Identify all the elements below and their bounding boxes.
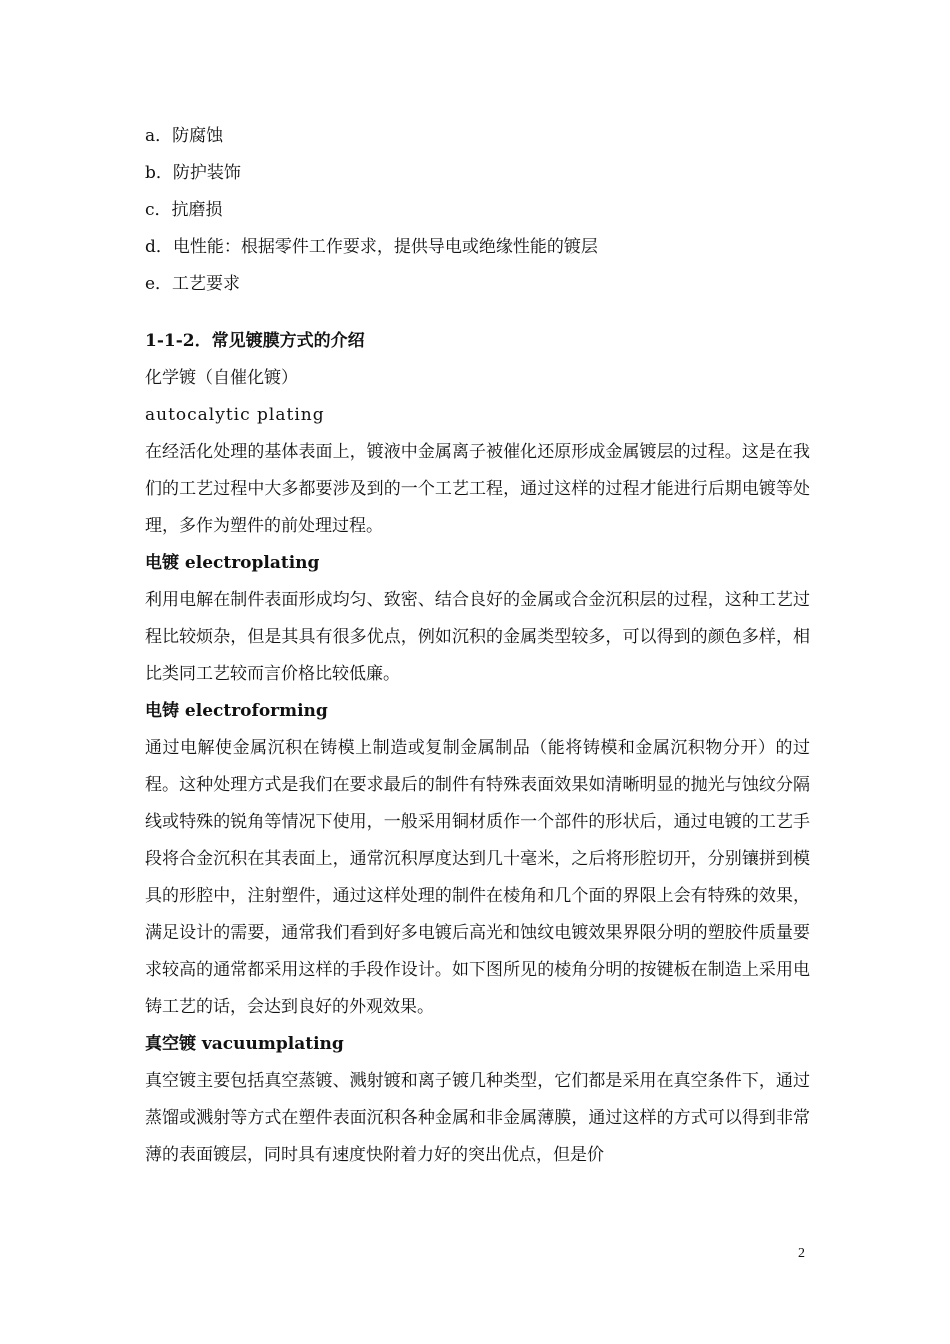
chemical-plating-heading: 化学镀（自催化镀）: [145, 368, 298, 388]
electroplating-heading: 电镀 electroplating: [145, 553, 320, 573]
electroplating-body: 利用电解在制件表面形成均匀、致密、结合良好的金属或合金沉积层的过程，这种工艺过程比较烦杂，但是其具有很多优点，例如沉积的金属类型较多，可以得到的颜色多样，相比类同工艺较而言价格比较低廉。: [145, 590, 810, 684]
electroforming-body: 通过电解使金属沉积在铸模上制造或复制金属制品（能将铸模和金属沉积物分开）的过程。这种处理方式是我们在要求最后的制件有特殊表面效果如清晰明显的抛光与蚀纹分隔线或特殊的锐角等情况下使用，一般采用铜材质作一个部件的形状后，通过电镀的工艺手段将合金沉积在其表面上，通常沉积厚度达到几十毫米，之后将形腔切开，分别镶拼到模具的形腔中，注射塑件，通过这样处理的制件在棱角和几个面的界限上会有特殊的效果，满足设计的需要，通常我们看到好多电镀后高光和蚀纹电镀效果界限分明的塑胶件质量要求较高的通常都采用这样的手段作设计。如下图所见的棱角分明的按键板在制造上采用电铸工艺的话，会达到良好的外观效果。: [145, 738, 810, 1017]
chemical-plating-body: 在经活化处理的基体表面上，镀液中金属离子被催化还原形成金属镀层的过程。这是在我们的工艺过程中大多都要涉及到的一个工艺工程，通过这样的过程才能进行后期电镀等处理，多作为塑件的前处理过程。: [145, 442, 810, 536]
document-page: [145, 118, 810, 1174]
list-item-anticorrosion: a．防腐蚀: [145, 126, 224, 146]
list-item-electrical: d．电性能：根据零件工作要求，提供导电或绝缘性能的镀层: [145, 237, 598, 257]
vacuum-plating-heading: 真空镀 vacuumplating: [145, 1034, 344, 1054]
chemical-plating-term: autocalytic plating: [145, 405, 325, 425]
vacuum-plating-body: 真空镀主要包括真空蒸镀、溅射镀和离子镀几种类型，它们都是采用在真空条件下，通过蒸馏或溅射等方式在塑件表面沉积各种金属和非金属薄膜，通过这样的方式可以得到非常薄的表面镀层，同时具有速度快附着力好的突出优点，但是价: [145, 1071, 810, 1165]
page-number: 2: [798, 1246, 805, 1261]
electroforming-heading: 电铸 electroforming: [145, 701, 328, 721]
list-item-wear-resistance: c．抗磨损: [145, 200, 223, 220]
list-item-decoration: b．防护装饰: [145, 163, 241, 183]
list-item-process: e．工艺要求: [145, 274, 241, 294]
section-title: 1-1-2．常见镀膜方式的介绍: [145, 331, 365, 351]
